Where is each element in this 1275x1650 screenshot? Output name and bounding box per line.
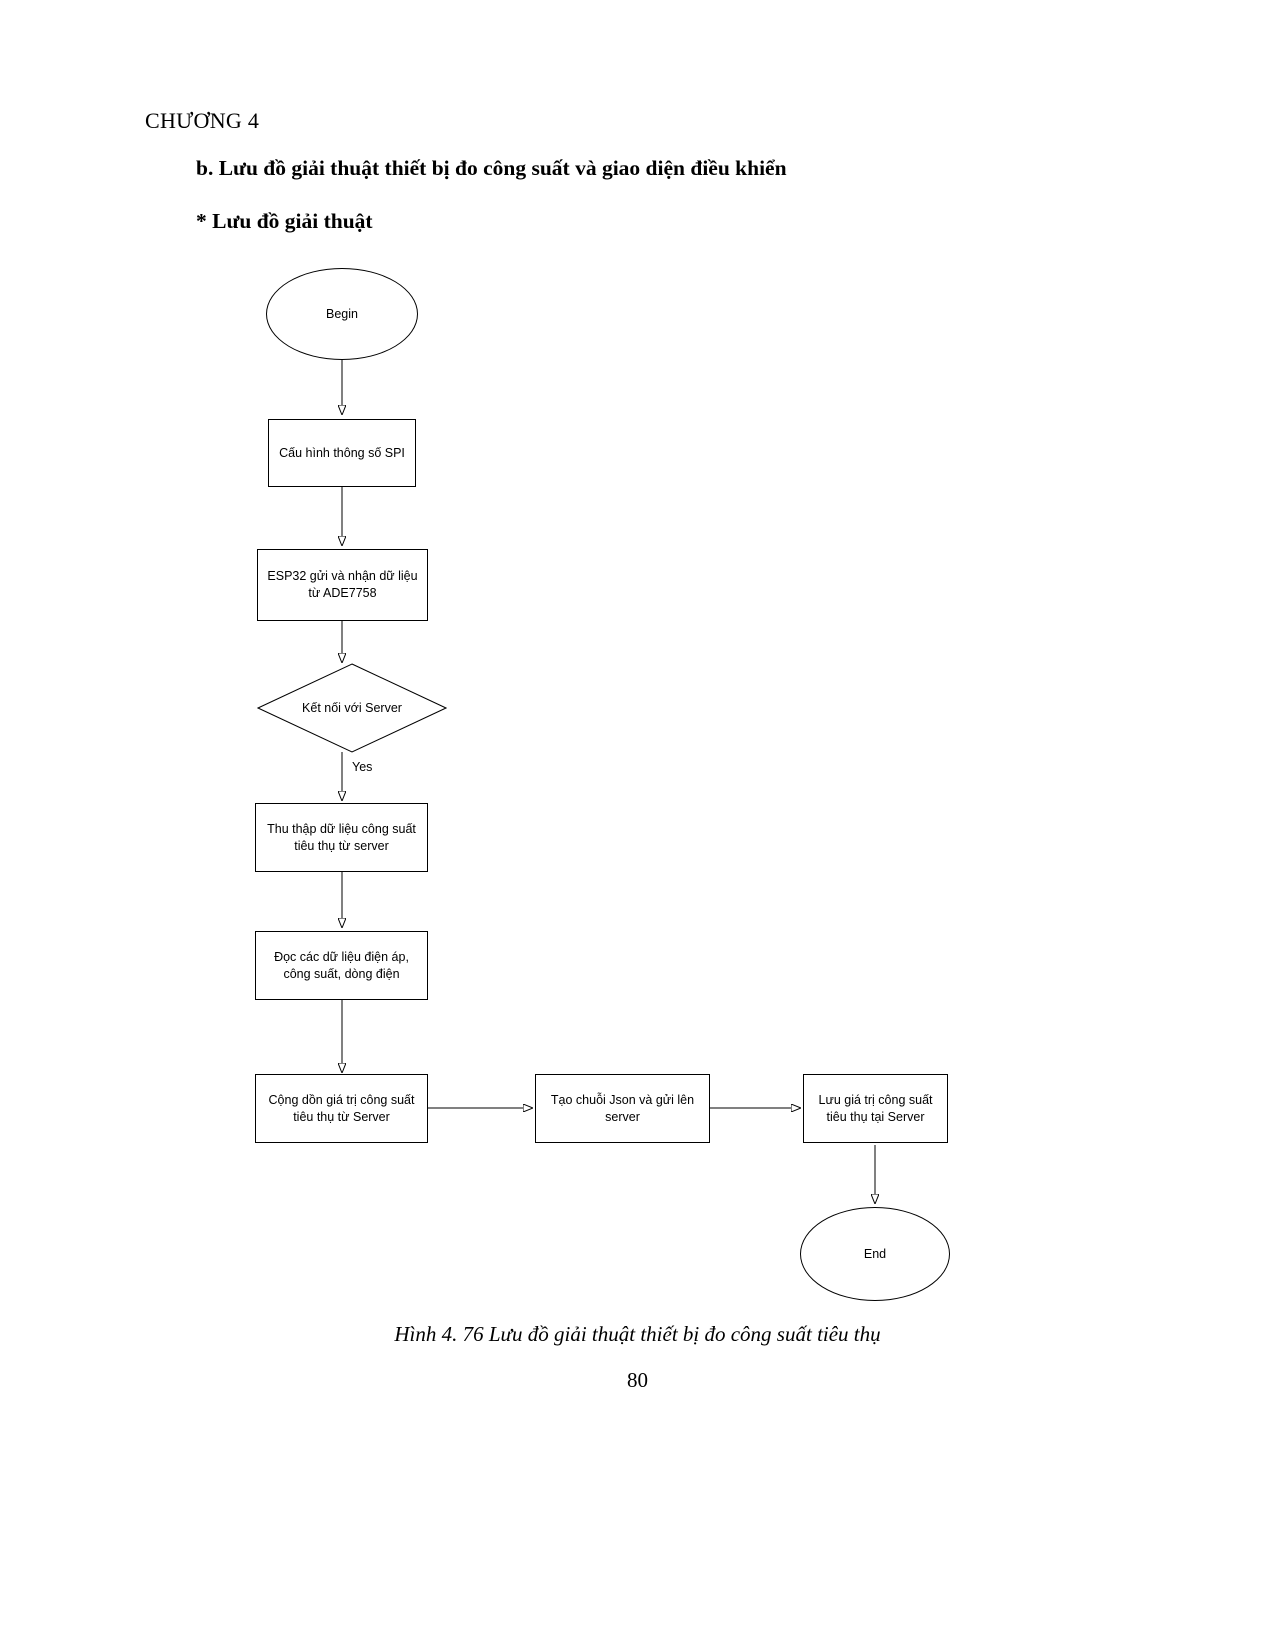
node-collect-data-label: Thu thập dữ liệu công suất tiêu thụ từ server <box>267 821 416 853</box>
node-begin <box>266 268 418 360</box>
node-accumulate-label: Cộng dồn giá trị công suất tiêu thụ từ Server <box>268 1092 415 1124</box>
node-config-spi-label: Cấu hình thông số SPI <box>279 445 405 460</box>
node-esp32-spi-label: ESP32 gửi và nhận dữ liệu từ ADE7758 <box>267 569 418 600</box>
chapter-label: CHƯƠNG 4 <box>145 108 260 133</box>
node-store-server <box>803 1074 948 1143</box>
edge-label-yes: Yes <box>352 760 373 774</box>
section-heading-b: b. Lưu đồ giải thuật thiết bị đo công suất và giao diện điều khiển <box>196 156 787 180</box>
node-accumulate <box>255 1074 428 1143</box>
node-end-label: End <box>863 1246 887 1261</box>
node-esp32-spi <box>257 549 428 621</box>
node-decision-server-label: Kết nối với Server <box>302 700 402 715</box>
figure-caption: Hình 4. 76 Lưu đồ giải thuật thiết bị đo công suất tiêu thụ <box>394 1322 881 1346</box>
node-json-send-label: Tạo chuỗi Json và gửi lên server <box>550 1092 695 1124</box>
node-json-send <box>535 1074 710 1143</box>
node-decision-server <box>257 663 447 753</box>
node-end <box>800 1207 950 1301</box>
node-read-data-label: Đọc các dữ liệu điện áp, công suất, dòng điện <box>274 949 409 981</box>
node-store-server-label: Lưu giá trị công suất tiêu thụ tại Server <box>818 1092 933 1124</box>
page-number: 80 <box>627 1368 648 1392</box>
node-read-data <box>255 931 428 1000</box>
node-collect-data <box>255 803 428 872</box>
node-begin-label: Begin <box>326 306 358 321</box>
node-config-spi <box>268 419 416 487</box>
section-heading-star: * Lưu đồ giải thuật <box>196 209 373 233</box>
